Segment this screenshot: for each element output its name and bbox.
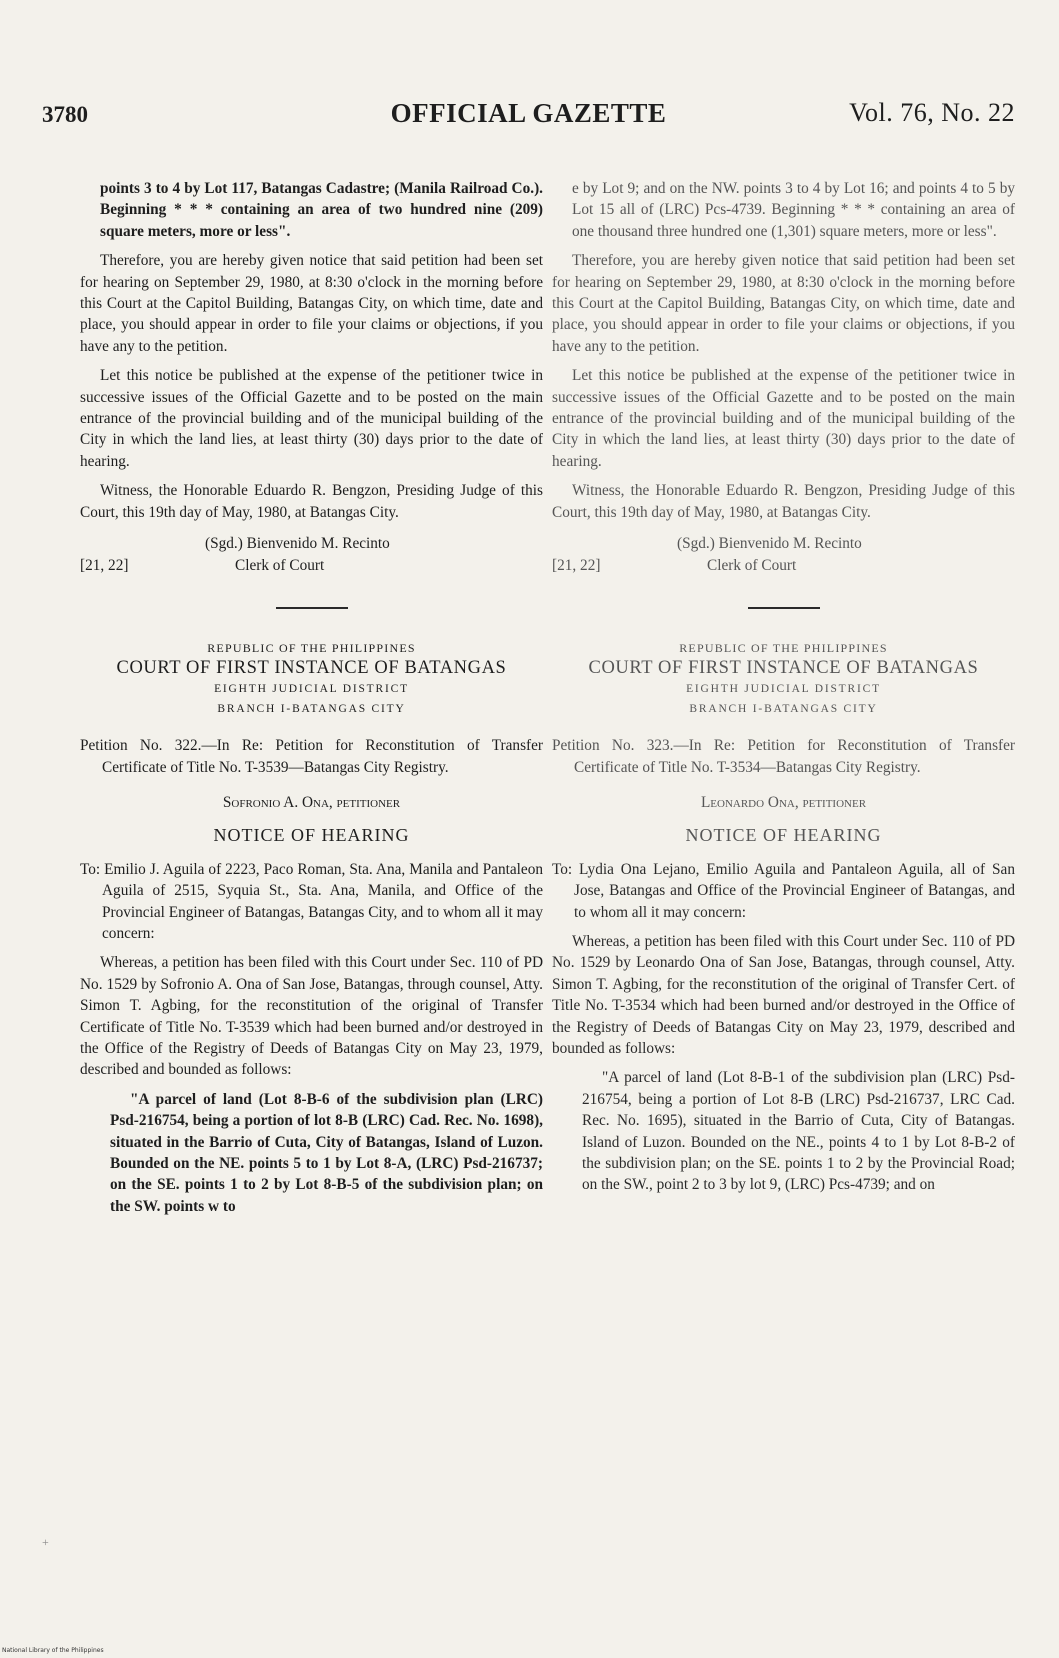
- publication-title: OFFICIAL GAZETTE: [390, 98, 667, 128]
- whereas-paragraph: Whereas, a petition has been filed with this Court under Sec. 110 of PD No. 1529 by Sofronio A. Ona of San Jose, Batangas, through counsel, Atty. Simon T. Agbing, for the reconstitution of the original of Transfer Certificate of Title No. T-3539 which had been burned and/or destroyed in the Office of the Registry of Deeds of Batangas City on May 23, 1979, described and bounded as follows:: [80, 954, 543, 1079]
- therefore-paragraph: Therefore, you are hereby given notice that said petition had been set for hearing on September 29, 1980, at 8:30 o'clock in the morning before this Court at the Capitol Building, Batangas City, on which time, date and place, you should appear in order to file your claims or objections, if you have any to the petition.: [552, 252, 1015, 355]
- petitioner-name: Leonardo Ona, petitioner: [700, 793, 867, 811]
- petitioner-name: Sofronio A. Ona, petitioner: [222, 793, 401, 811]
- scan-source-label: National Library of the Philippines: [2, 1647, 104, 1654]
- publication-paragraph: Let this notice be published at the expense of the petitioner twice in successive issues of the Official Gazette and to be posted on the main entrance of the provincial building and of the municipal building of the City in which the land lies, at least thirty (30) days prior to the date of hearing.: [80, 367, 543, 470]
- branch-heading: BRANCH I-BATANGAS CITY: [217, 703, 406, 716]
- republic-heading: REPUBLIC OF THE PHILIPPINES: [207, 641, 416, 656]
- whereas-paragraph: Whereas, a petition has been filed with this Court under Sec. 110 of PD No. 1529 by Leonardo Ona of San Jose, Batangas, through counsel, Atty. Simon T. Agbing, for the reconstitution of the original of Transfer Cert. of Title No. T-3534 which had been burned and/or destroyed in the Office of the Registry of Deeds of Batangas City on May 23, 1979, described and bounded as follows:: [552, 932, 1015, 1057]
- notice-heading: NOTICE OF HEARING: [685, 825, 882, 846]
- signature-title: Clerk of Court: [707, 557, 797, 575]
- land-description: "A parcel of land (Lot 8-B-6 of the subdivision plan (LRC) Psd-216754, being a portion of lot 8-B (LRC) Cad. Rec. No. 1698), situated in the Barrio of Cuta, City of Batangas, Island of Luzon. Bounded on the NE. points 5 to 1 by Lot 8-A, (LRC) Psd-216737; on the SE. points 1 to 2 by Lot 8-B-5 of the subdivision plan; on the SW. points w to: [110, 1090, 543, 1215]
- right-column: [552, 178, 1015, 1204]
- signature-block: [80, 533, 543, 579]
- republic-heading: REPUBLIC OF THE PHILIPPINES: [679, 641, 888, 656]
- publication-paragraph: Let this notice be published at the expense of the petitioner twice in successive issues of the Official Gazette and to be posted on the main entrance of the provincial building and of the municipal building of the City in which the land lies, at least thirty (30) days prior to the date of hearing.: [552, 367, 1015, 470]
- addressees: To: Lydia Ona Lejano, Emilio Aguila and Pantaleon Aguila, all of San Jose, Batangas and Office of the Provincial Engineer of Batangas, and to whom all it may concern:: [552, 860, 1015, 921]
- page-header: [42, 96, 1015, 136]
- witness-paragraph: Witness, the Honorable Eduardo R. Bengzon, Presiding Judge of this Court, this 19th day of May, 1980, at Batangas City.: [552, 482, 1015, 521]
- addressees: To: Emilio J. Aguila of 2223, Paco Roman, Sta. Ana, Manila and Pantaleon Aguila of 2515, Syquia St., Sta. Ana, Manila, and Office of the Provincial Engineer of Batangas, Batangas City, and to whom all it may concern:: [80, 860, 543, 942]
- issue-reference: [21, 22]: [80, 557, 129, 575]
- section-divider: [276, 607, 348, 609]
- court-heading: COURT OF FIRST INSTANCE OF BATANGAS: [116, 658, 507, 679]
- continued-description: e by Lot 9; and on the NW. points 3 to 4 by Lot 16; and points 4 to 5 by Lot 15 all of (LRC) Pcs-4739. Beginning * * * containing an area of one thousand three hundred one (1,301) square meters, more or less".: [572, 180, 1015, 240]
- issue-reference: [21, 22]: [552, 557, 601, 575]
- signature-name: (Sgd.) Bienvenido M. Recinto: [205, 535, 390, 553]
- petition-title: Petition No. 323.—In Re: Petition for Reconstitution of Transfer Certificate of Title No. T-3534—Batangas City Registry.: [552, 737, 1015, 776]
- signature-block: [552, 533, 1015, 579]
- petition-title: Petition No. 322.—In Re: Petition for Reconstitution of Transfer Certificate of Title No. T-3539—Batangas City Registry.: [80, 737, 543, 776]
- land-description: "A parcel of land (Lot 8-B-1 of the subdivision plan (LRC) Psd-216754, being a portion of Lot 8-B (LRC) Psd-216737, LRC Cad. Rec. No. 1695), situated in the Barrio of Cuta, City of Batangas. Island of Luzon. Bounded on the NE., points 4 to 1 by Lot 8-B-2 of the subdivision plan; on the SE. points 1 to 2 by the Provincial Road; on the SW., point 2 to 3 by lot 9, (LRC) Pcs-4739; and on: [582, 1069, 1015, 1194]
- signature-name: (Sgd.) Bienvenido M. Recinto: [677, 535, 862, 553]
- margin-mark: +: [42, 1535, 49, 1549]
- therefore-paragraph: Therefore, you are hereby given notice that said petition had been set for hearing on September 29, 1980, at 8:30 o'clock in the morning before this Court at the Capitol Building, Batangas City, on which time, date and place, you should appear in order to file your claims or objections, if you have any to the petition.: [80, 252, 543, 355]
- court-heading: COURT OF FIRST INSTANCE OF BATANGAS: [588, 658, 979, 679]
- signature-title: Clerk of Court: [235, 557, 325, 575]
- continued-description: points 3 to 4 by Lot 117, Batangas Cadastre; (Manila Railroad Co.). Beginning * * * containing an area of two hundred nine (209) square meters, more or less".: [100, 180, 543, 240]
- notice-heading: NOTICE OF HEARING: [213, 825, 410, 846]
- district-heading: EIGHTH JUDICIAL DISTRICT: [214, 683, 409, 696]
- page-number: 3780: [42, 102, 88, 127]
- district-heading: EIGHTH JUDICIAL DISTRICT: [686, 683, 881, 696]
- section-divider: [748, 607, 820, 609]
- volume-number: Vol. 76, No. 22: [849, 98, 1015, 127]
- branch-heading: BRANCH I-BATANGAS CITY: [689, 703, 878, 716]
- left-column: [80, 178, 543, 1225]
- witness-paragraph: Witness, the Honorable Eduardo R. Bengzon, Presiding Judge of this Court, this 19th day of May, 1980, at Batangas City.: [80, 482, 543, 521]
